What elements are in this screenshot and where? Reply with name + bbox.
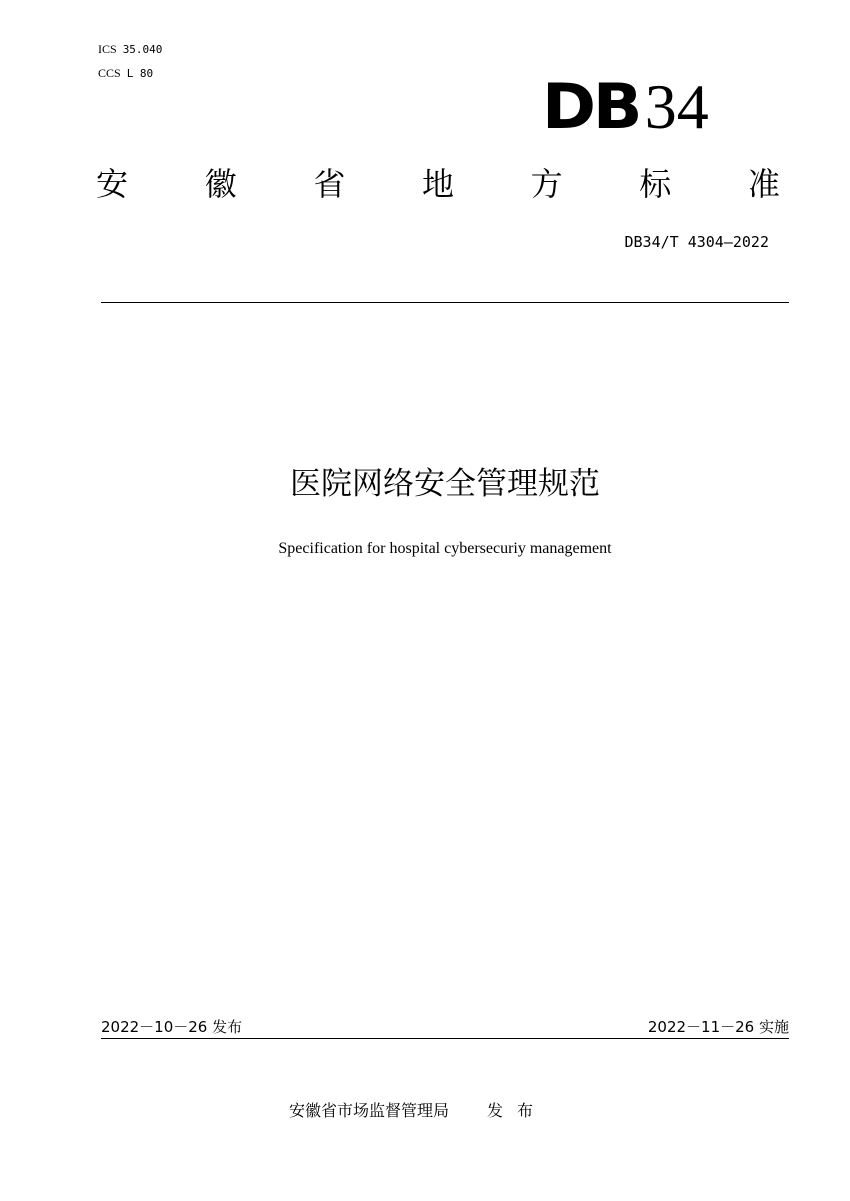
heading-char: 标 (639, 165, 672, 203)
ics-code: 35.040 (122, 43, 163, 56)
issuer-action: 发布 (487, 1101, 548, 1120)
ics-label: ICS (98, 42, 117, 56)
issue-date: 2022－10－26 发布 (101, 1018, 243, 1036)
ics-classification (98, 42, 162, 57)
logo-letters: DB (542, 70, 640, 143)
standard-number: DB34/T 4304—2022 (624, 233, 769, 251)
document-title-english: Specification for hospital cybersecuriy management (278, 540, 612, 557)
heading-char: 徽 (204, 165, 237, 203)
footer-divider (101, 1038, 789, 1039)
issuer-name: 安徽省市场监督管理局 (289, 1101, 450, 1120)
ccs-code: L 80 (126, 67, 154, 80)
heading-char: 准 (747, 165, 780, 203)
heading-char: 省 (313, 165, 346, 203)
logo-number: 34 (644, 71, 709, 142)
document-title-chinese: 医院网络安全管理规范 (290, 466, 600, 502)
ccs-label: CCS (98, 66, 121, 80)
db34-logo (542, 70, 709, 143)
implementation-date: 2022－11－26 实施 (647, 1018, 789, 1036)
issuer-line (289, 1101, 547, 1121)
heading-char: 地 (421, 165, 454, 203)
heading-char: 方 (530, 165, 563, 203)
standard-type-heading (96, 164, 780, 204)
heading-char: 安 (96, 165, 129, 203)
ccs-classification (98, 66, 153, 81)
header-divider (101, 302, 789, 303)
